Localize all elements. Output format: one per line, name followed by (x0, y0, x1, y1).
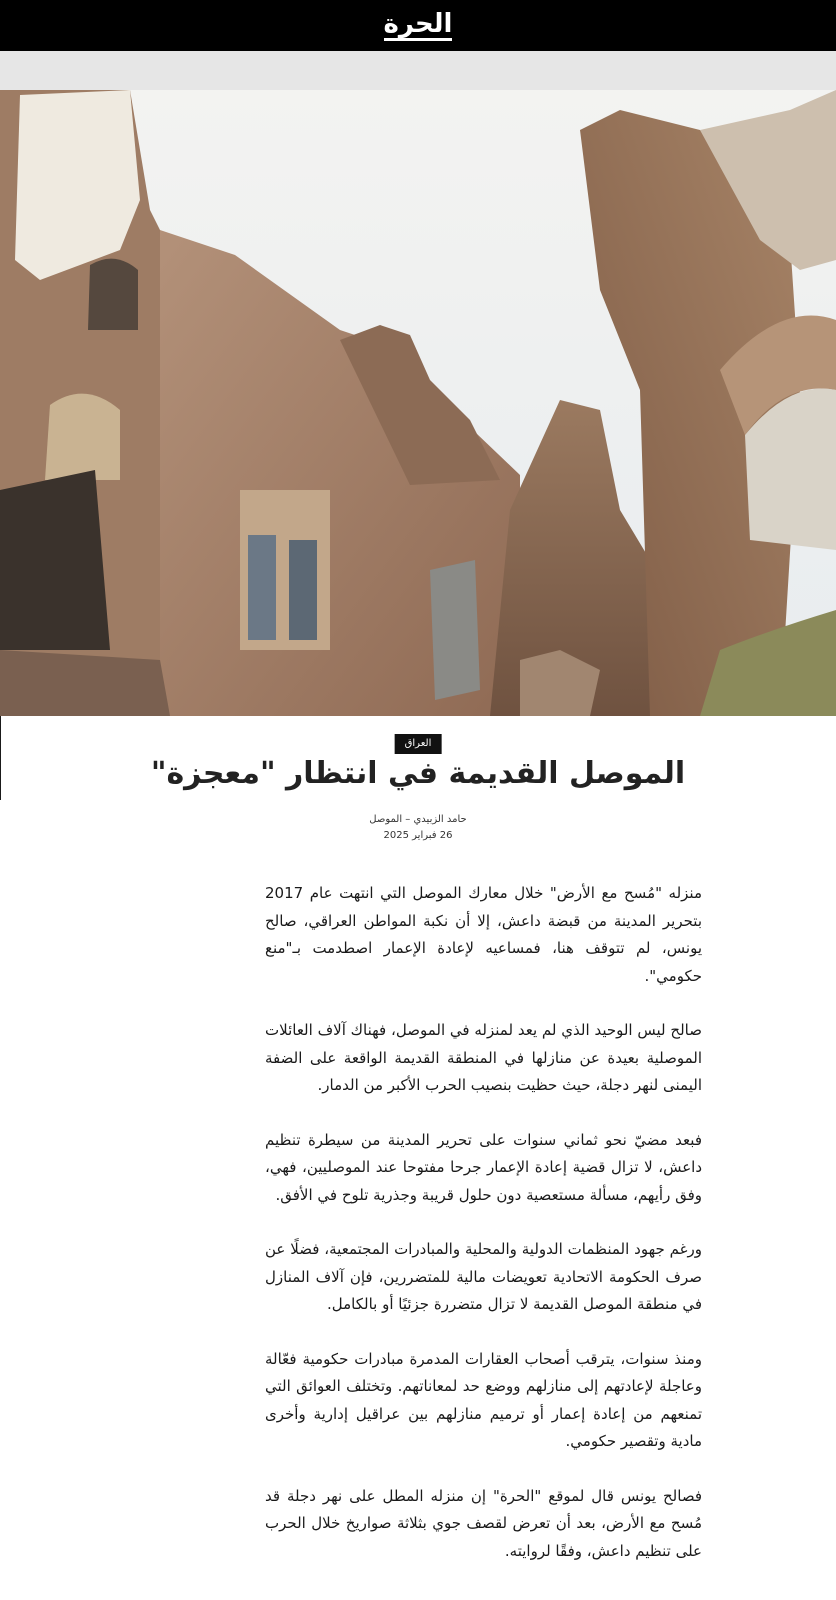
author-byline[interactable]: حامد الزبيدي – الموصل (369, 814, 467, 825)
article-body (265, 880, 702, 1592)
article-paragraph: فبعد مضيّ نحو ثماني سنوات على تحرير المدينة من سيطرة تنظيم داعش، لا تزال قضية إعادة الإعمار جرحا مفتوحا عند الموصليين، فهي، وفق رأيهم، مسألة مستعصية دون حلول قريبة وجذرية تلوح في الأفق. (265, 1130, 702, 1204)
article-paragraph: ومنذ سنوات، يترقب أصحاب العقارات المدمرة مبادرات حكومية فعّالة وعاجلة لإعادتهم إلى منازلهم ووضع حد لمعاناتهم. وتختلف العوائق التي تمنعهم من إعادة إعمار أو ترميم منازلهم بين عراقيل إدارية وأخرى مادية وتقصير حكومي. (265, 1349, 702, 1450)
site-header (0, 0, 836, 51)
article-title: الموصل القديمة في انتظار "معجزة" (150, 756, 686, 791)
article-paragraph: صالح ليس الوحيد الذي لم يعد لمنزله في الموصل، فهناك آلاف العائلات الموصلية بعيدة عن منازلها في المنطقة القديمة الواقعة على الضفة اليمنى لنهر دجلة، حيث حظيت بنصيب الحرب الأكبر من الدمار. (265, 1021, 702, 1094)
article-paragraph: ورغم جهود المنظمات الدولية والمحلية والمبادرات المجتمعية، فضلًا عن صرف الحكومة الاتحادية تعويضات مالية للمتضررين، فإن آلاف المنازل في منطقة الموصل القديمة لا تزال متضررة جزئيًا أو بالكامل. (265, 1240, 702, 1313)
article-meta (0, 812, 836, 844)
article-paragraph: منزله "مُسح مع الأرض" خلال معارك الموصل التي انتهت عام 2017 بتحرير المدينة من قبضة داعش، إلا أن نكبة المواطن العراقي، صالح يونس، لم تتوقف هنا، فمساعيه لإعادة الإعمار اصطدمت بـ"منع حكومي". (265, 884, 702, 985)
site-logo[interactable]: الحرة (383, 8, 453, 39)
hero-photo-ruins (0, 90, 836, 716)
hero-image (0, 90, 836, 716)
ad-banner-placeholder (0, 51, 836, 90)
category-badge[interactable]: العراق (395, 734, 442, 754)
article-paragraph: فصالح يونس قال لموقع "الحرة" إن منزله المطل على نهر دجلة قد مُسح مع الأرض، بعد أن تعرض لقصف جوي بثلاثة صواريخ خلال الحرب على تنظيم داعش، وفقًا لروايته. (265, 1486, 702, 1560)
publish-date: 26 فبراير 2025 (383, 830, 453, 841)
